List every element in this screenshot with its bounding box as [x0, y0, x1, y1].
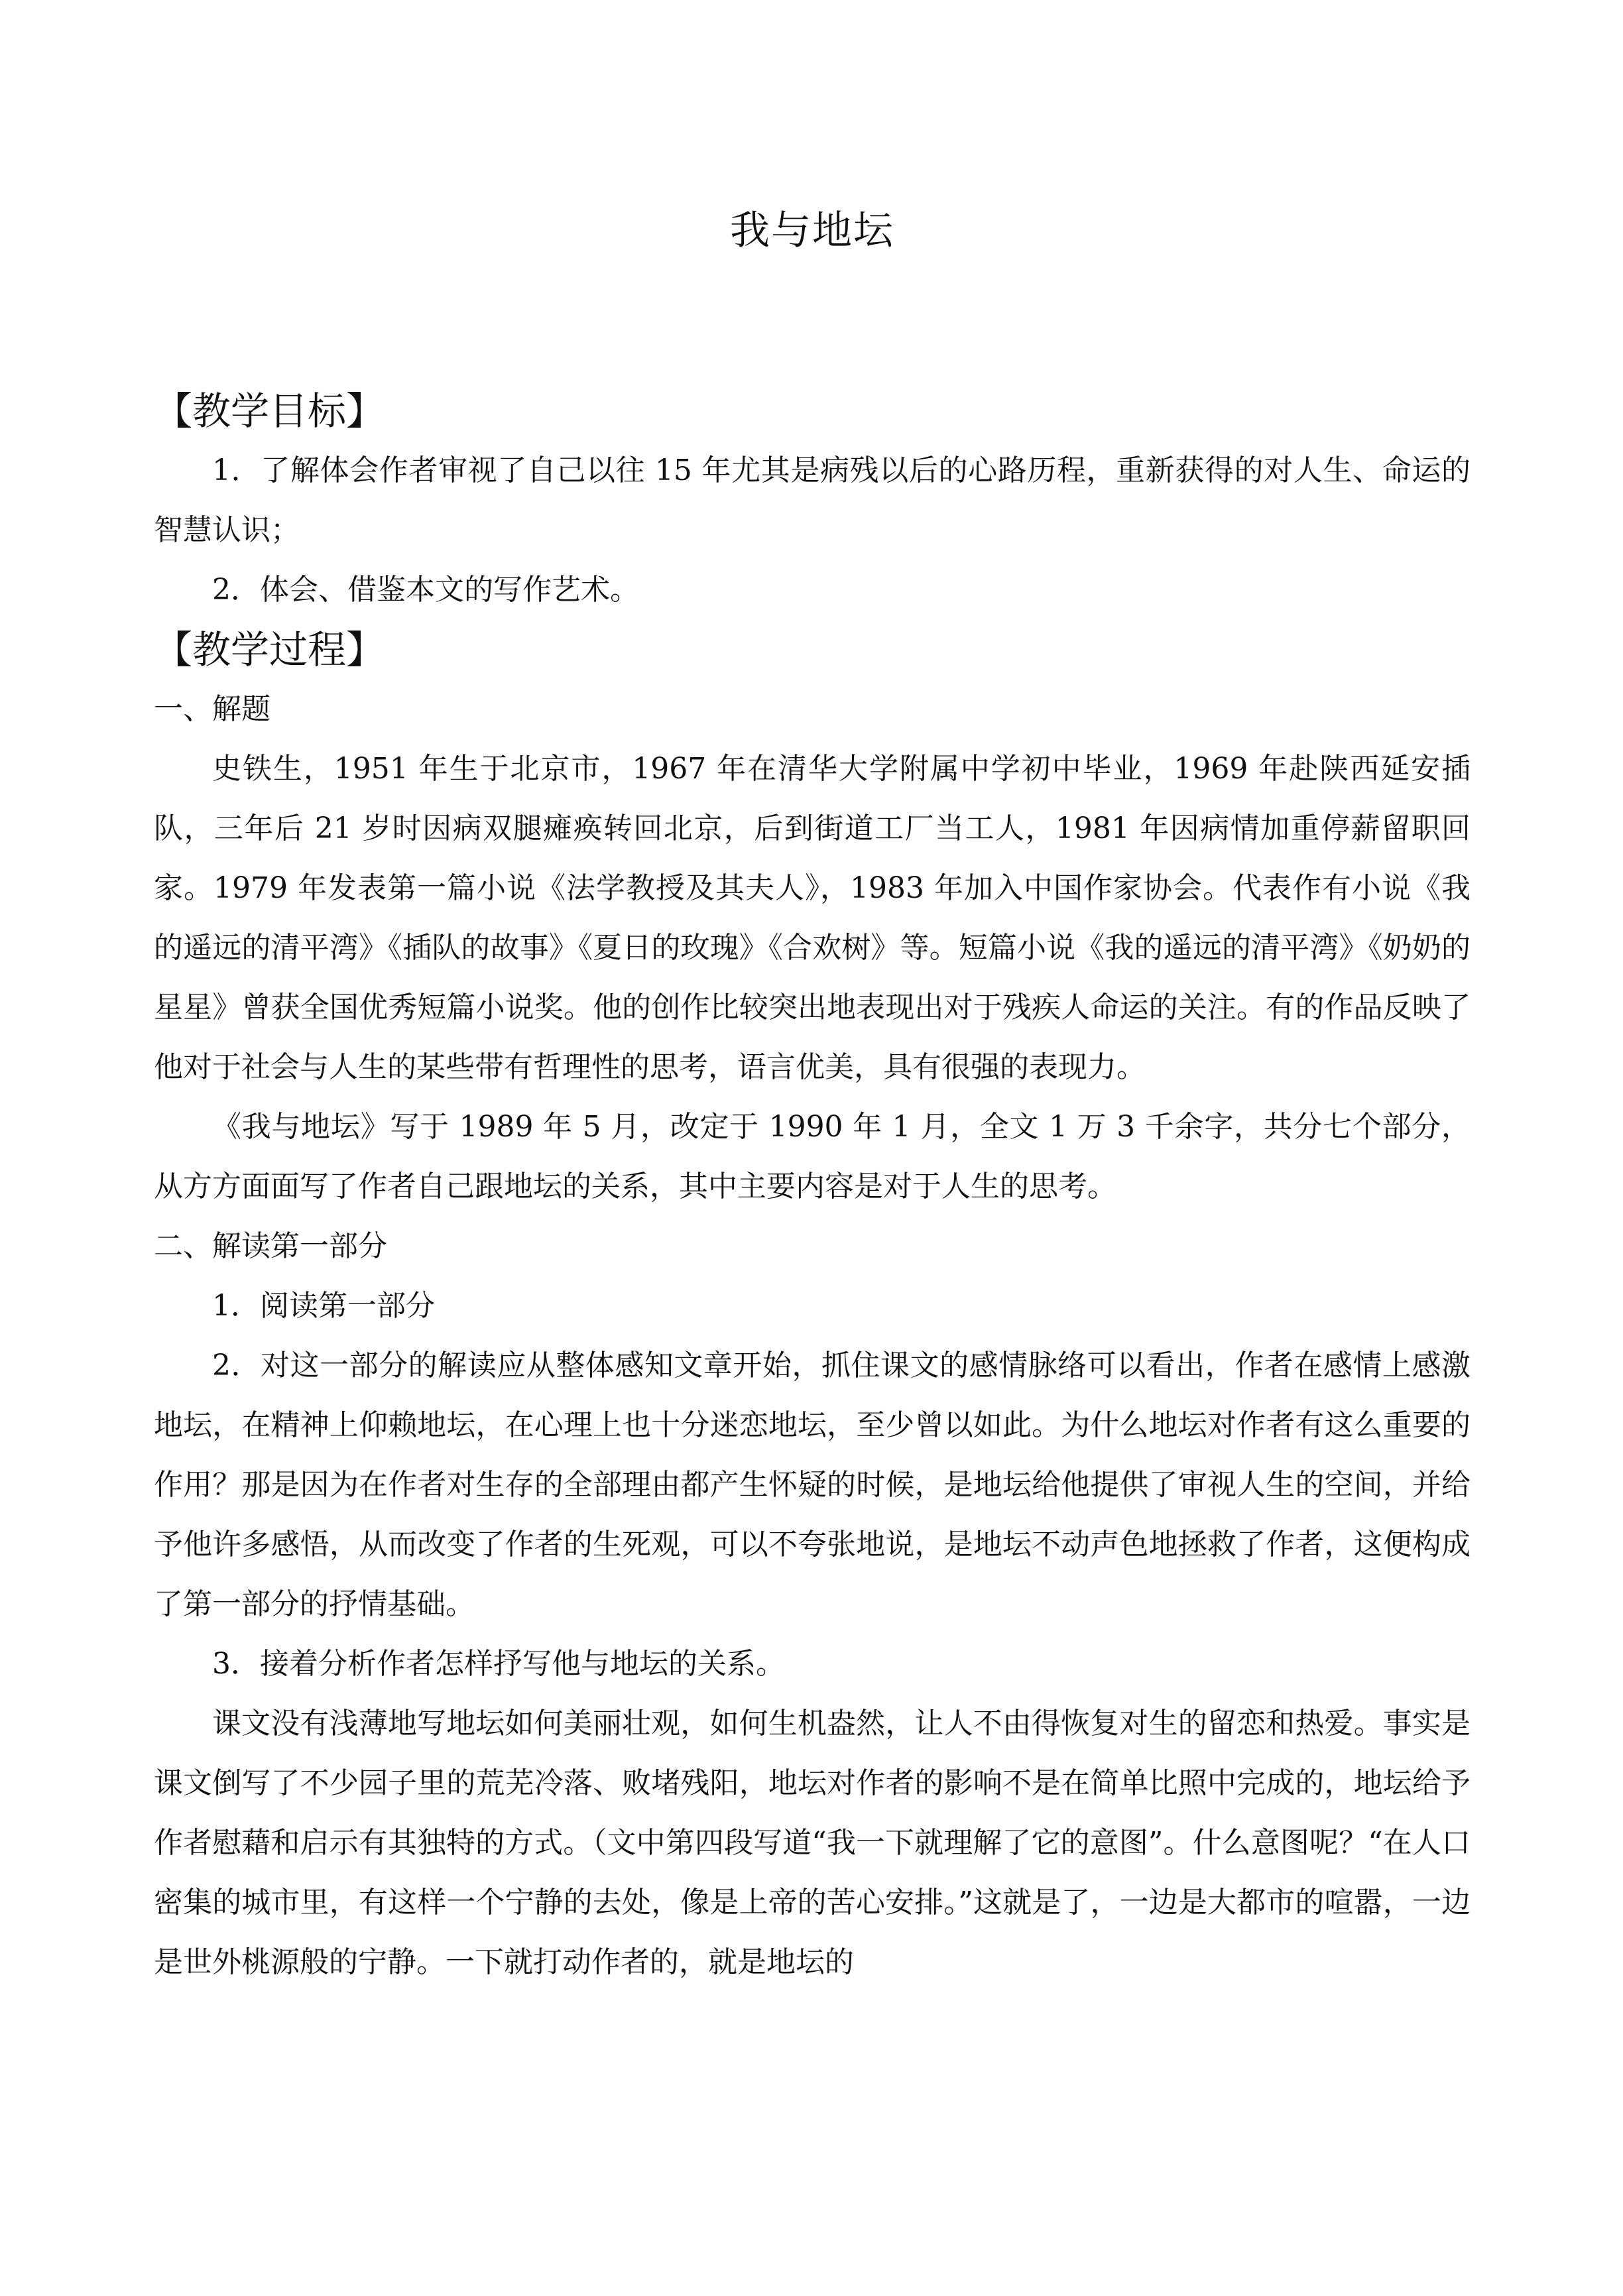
section-heading-process: 【教学过程】 [154, 627, 385, 672]
paragraph-author-bio: 史铁生，1951 年生于北京市，1967 年在清华大学附属中学初中毕业，1969 年赴陕西延安插队，三年后 21 岁时因病双腿瘫痪转回北京，后到街道工厂当工人，1981 年因病情加重停薪留职回家。1979 年发表第一篇小说《法学教授及其夫人》，1983 年加入中国作家协会。代表作有小说《我的遥远的清平湾》《插队的故事》《夏日的玫瑰》《合欢树》等。短篇小说《我的遥远的清平湾》《奶奶的星星》曾获全国优秀短篇小说奖。他的创作比较突出地表现出对于残疾人命运的关注。有的作品反映了他对于社会与人生的某些带有哲理性的思考，语言优美，具有很强的表现力。 [154, 752, 1471, 1084]
paragraph-interpretation: 2．对这一部分的解读应从整体感知文章开始，抓住课文的感情脉络可以看出，作者在感情上感激地坛，在精神上仰赖地坛，在心理上也十分迷恋地坛，至少曾以如此。为什么地坛对作者有这么重要的作用？那是因为在作者对生存的全部理由都产生怀疑的时候，是地坛给他提供了审视人生的空间，并给予他许多感悟，从而改变了作者的生死观，可以不夸张地说，是地坛不动声色地拯救了作者，这便构成了第一部分的抒情基础。 [154, 1349, 1471, 1621]
sub-heading-part1: 一、解题 [154, 692, 270, 726]
paragraph-work-intro: 《我与地坛》写于 1989 年 5 月，改定于 1990 年 1 月，全文 1 万 3 千余字，共分七个部分，从方方面面写了作者自己跟地坛的关系，其中主要内容是对于人生的思考。 [154, 1110, 1471, 1203]
goal-item-1: 1．了解体会作者审视了自己以往 15 年尤其是病残以后的心路历程，重新获得的对人生、命运的智慧认识； [154, 453, 1471, 547]
paragraph-read-part1: 1．阅读第一部分 [212, 1289, 435, 1323]
document-title: 我与地坛 [730, 208, 894, 254]
section-heading-goals: 【教学目标】 [154, 389, 385, 434]
paragraph-analysis-detail: 课文没有浅薄地写地坛如何美丽壮观，如何生机盎然，让人不由得恢复对生的留恋和热爱。事实是课文倒写了不少园子里的荒芜冷落、败堵残阳，地坛对作者的影响不是在简单比照中完成的，地坛给予作者慰藉和启示有其独特的方式。（文中第四段写道“我一下就理解了它的意图”。什么意图呢？“在人口密集的城市里，有这样一个宁静的去处，像是上帝的苦心安排。”这就是了，一边是大都市的喧嚣，一边是世外桃源般的宁静。一下就打动作者的，就是地坛的 [154, 1707, 1471, 1979]
sub-heading-part2: 二、解读第一部分 [154, 1229, 387, 1263]
document-body [154, 381, 1471, 1992]
paragraph-analysis-step: 3．接着分析作者怎样抒写他与地坛的关系。 [212, 1647, 785, 1681]
goal-item-2: 2．体会、借鉴本文的写作艺术。 [212, 573, 639, 607]
